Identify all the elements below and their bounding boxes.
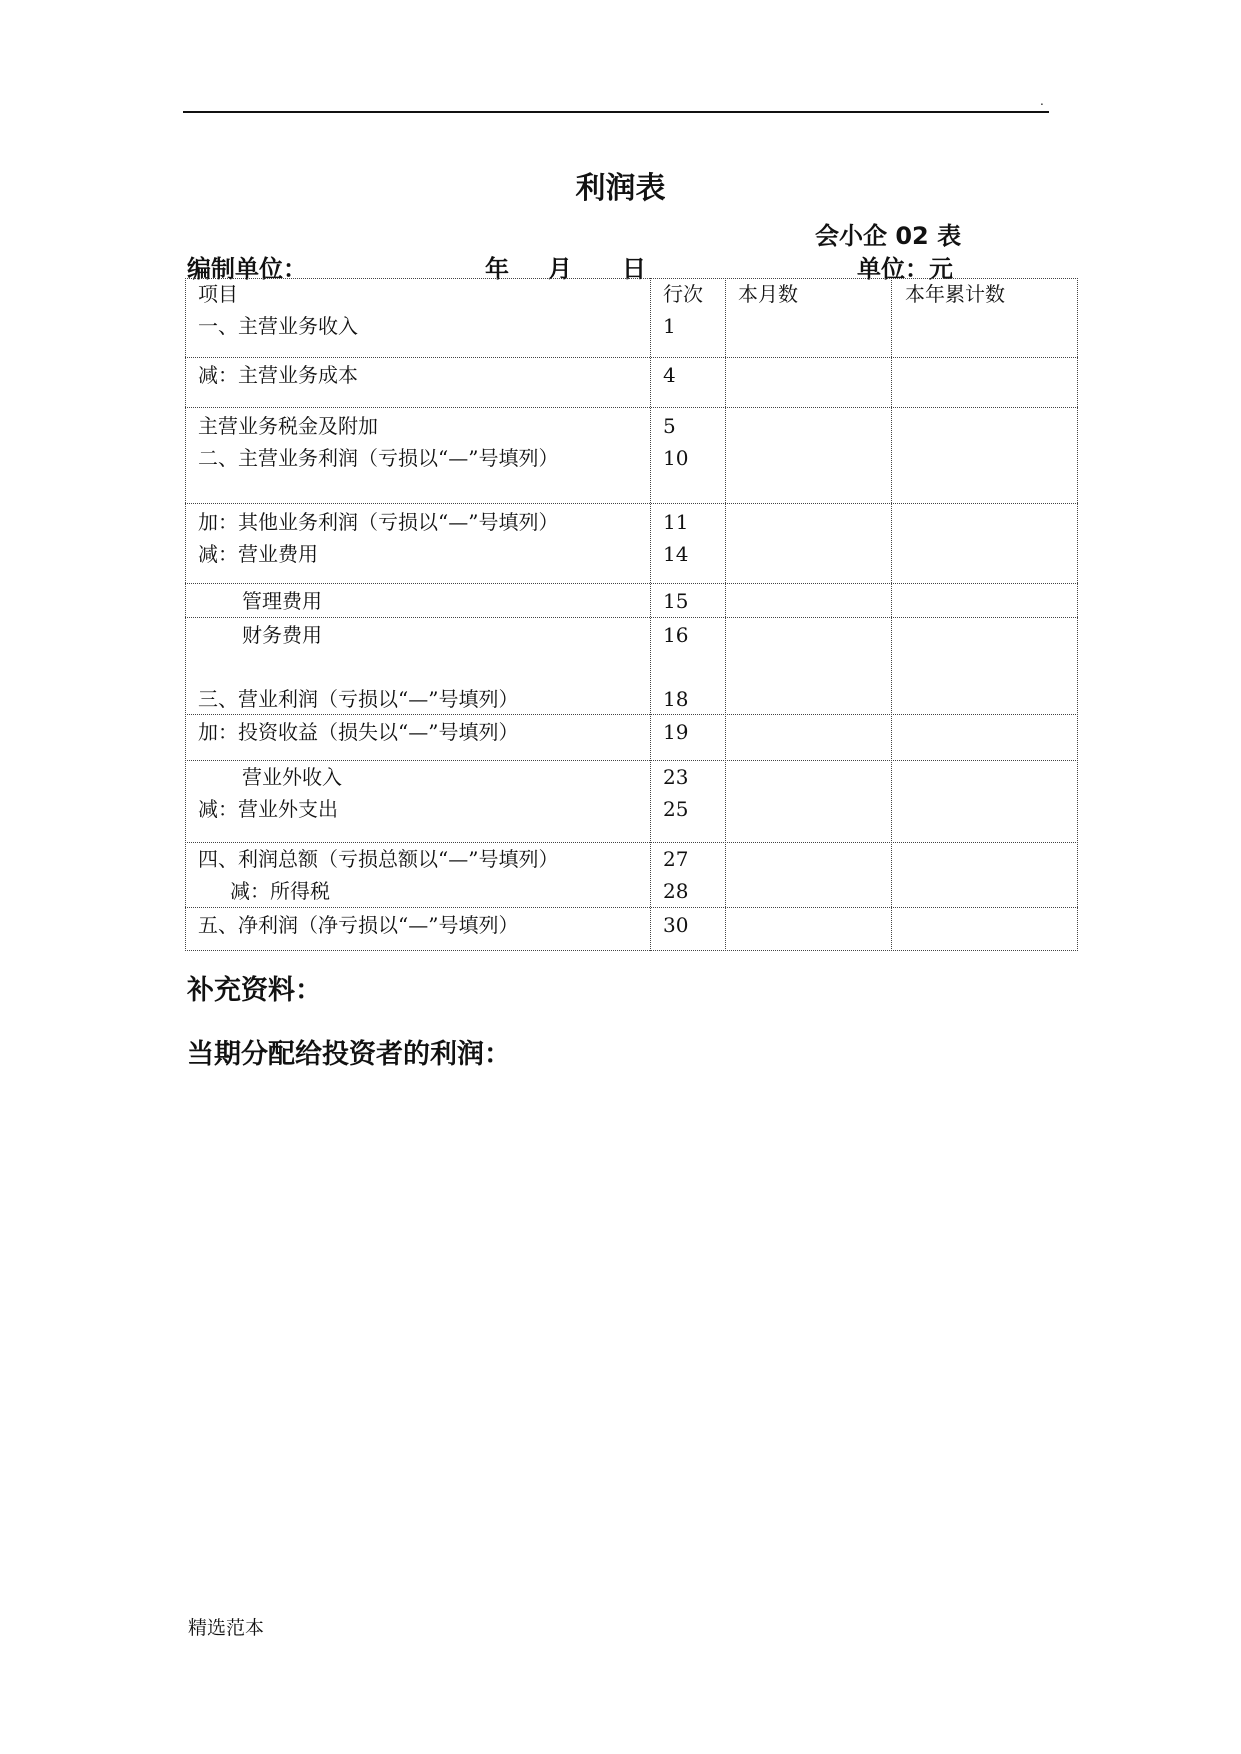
row-item: 减：所得税 (230, 879, 330, 903)
row-line: 28 (663, 879, 689, 903)
row-item: 加：投资收益（损失以“—”号填列） (198, 720, 519, 744)
row-item: 四、利润总额（亏损总额以“—”号填列） (198, 847, 559, 871)
row-item: 减：营业外支出 (198, 797, 338, 821)
header-month: 本月数 (738, 282, 798, 306)
row-line: 18 (663, 687, 689, 711)
row-line: 27 (663, 847, 689, 871)
form-number: 会小企 02 表 (815, 222, 962, 250)
header-line: 行次 (663, 282, 703, 306)
row-line: 11 (663, 510, 689, 534)
row-item: 主营业务税金及附加 (198, 414, 378, 438)
page-title: 利润表 (575, 171, 666, 206)
row-line: 23 (663, 765, 689, 789)
row-line: 30 (663, 913, 689, 937)
row-item: 三、营业利润（亏损以“—”号填列） (198, 687, 519, 711)
row-line: 1 (663, 314, 676, 338)
row-item: 减：营业费用 (198, 542, 318, 566)
row-item: 二、主营业务利润（亏损以“—”号填列） (198, 446, 559, 470)
row-item: 五、净利润（净亏损以“—”号填列） (198, 913, 519, 937)
row-item: 一、主营业务收入 (198, 314, 358, 338)
row-line: 14 (663, 542, 689, 566)
row-line: 25 (663, 797, 689, 821)
distributed-profit-label: 当期分配给投资者的利润： (187, 1039, 511, 1070)
footer-text: 精选范本 (188, 1617, 265, 1639)
header-year: 本年累计数 (905, 282, 1005, 306)
header-rule (183, 111, 1049, 113)
row-line: 5 (663, 414, 676, 438)
row-item: 管理费用 (242, 589, 322, 613)
row-line: 4 (663, 363, 676, 387)
income-statement-table (185, 278, 1078, 951)
month-label: 月 (548, 255, 572, 283)
day-label: 日 (622, 255, 646, 283)
row-line: 10 (663, 446, 689, 470)
unit-label: 单位：元 (857, 255, 953, 283)
row-item: 财务费用 (242, 623, 322, 647)
org-label: 编制单位： (187, 255, 307, 283)
header-dot: . (1040, 94, 1044, 108)
header-item: 项目 (198, 282, 238, 306)
row-item: 加：其他业务利润（亏损以“—”号填列） (198, 510, 559, 534)
supplement-label: 补充资料： (187, 975, 322, 1006)
row-line: 15 (663, 589, 689, 613)
row-item: 营业外收入 (242, 765, 342, 789)
row-item: 减：主营业务成本 (198, 363, 358, 387)
row-line: 19 (663, 720, 689, 744)
row-line: 16 (663, 623, 689, 647)
year-label: 年 (485, 255, 509, 283)
